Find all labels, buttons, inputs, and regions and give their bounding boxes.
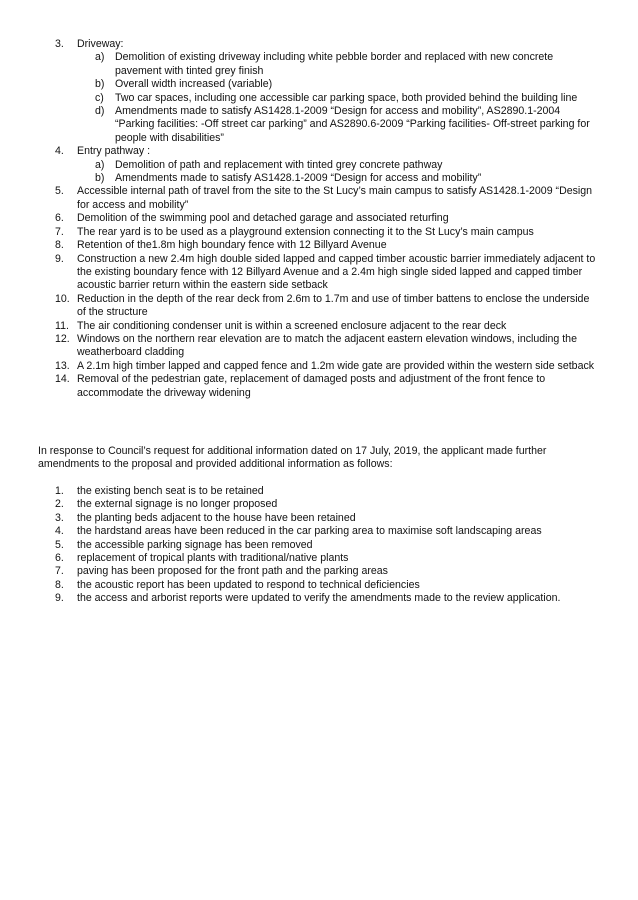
item-text: The rear yard is to be used as a playground extension connecting it to the St Lucy’s main campus	[77, 225, 534, 238]
sub-item-text: Amendments made to satisfy AS1428.1-2009 “Design for access and mobility”, AS2890.1-2004 “Parking facilities: -Off street car parking” and AS2890.6-2009 “Parking facilities- Off-street parking for people with disabilities”	[115, 105, 590, 144]
item-text: Driveway:	[77, 38, 124, 50]
item-text: Entry pathway :	[77, 145, 151, 158]
item-number: 3.	[55, 38, 64, 50]
sub-item-label: a)	[95, 158, 105, 171]
sub-item	[0, 105, 638, 145]
sub-item	[0, 159, 638, 172]
list-item	[0, 320, 638, 333]
list-item	[0, 239, 638, 252]
list-item	[0, 512, 638, 525]
list-item	[0, 38, 638, 51]
list-item	[0, 360, 638, 373]
item-number: 9.	[55, 592, 64, 605]
item-text: Reduction in the depth of the rear deck from 2.6m to 1.7m and use of timber battens to enclose the underside of the structure	[77, 292, 590, 319]
item-number: 5.	[55, 538, 64, 551]
item-number: 1.	[55, 485, 64, 497]
list-item	[0, 498, 638, 511]
item-text: paving has been proposed for the front path and the parking areas	[77, 565, 388, 578]
item-text: the acoustic report has been updated to respond to technical deficiencies	[77, 578, 420, 591]
item-number: 7.	[55, 565, 64, 578]
item-text: replacement of tropical plants with traditional/native plants	[77, 552, 349, 565]
list-item	[0, 145, 638, 158]
item-text: the existing bench seat is to be retained	[77, 485, 264, 497]
list-item	[0, 185, 638, 212]
item-text: A 2.1m high timber lapped and capped fence and 1.2m wide gate are provided within the western side setback	[77, 359, 595, 372]
item-text: Accessible internal path of travel from the site to the St Lucy’s main campus to satisfy AS1428.1-2009 “Design for access and mobility”	[77, 185, 593, 211]
item-number: 12.	[55, 332, 70, 345]
sub-item-label: a)	[95, 51, 105, 64]
list-item	[0, 485, 638, 498]
item-text: Construction a new 2.4m high double sided lapped and capped timber acoustic barrier immediately adjacent to the existing boundary fence with 12 Billyard Avenue and a 2.4m high single sided lapped and capped timber acoustic barrier return within the eastern side setback	[77, 252, 596, 292]
item-number: 5.	[55, 185, 64, 198]
additional-info-list	[0, 485, 638, 606]
item-text: Windows on the northern rear elevation are to match the adjacent eastern elevation windows, including the weatherboard cladding	[77, 332, 577, 359]
item-text: Demolition of the swimming pool and detached garage and associated returfing	[77, 212, 449, 225]
sub-item-text: Overall width increased (variable)	[115, 78, 273, 91]
item-text: Retention of the1.8m high boundary fence with 12 Billyard Avenue	[77, 239, 387, 252]
list-item	[0, 253, 638, 293]
item-text: the external signage is no longer proposed	[77, 498, 278, 511]
list-item	[0, 592, 638, 605]
item-text: the planting beds adjacent to the house have been retained	[77, 511, 356, 524]
sub-item	[0, 51, 638, 78]
sub-item	[0, 92, 638, 105]
list-item	[0, 525, 638, 538]
sub-item-label: b)	[95, 78, 105, 91]
item-number: 10.	[55, 292, 70, 305]
amendments-list	[0, 38, 638, 400]
list-item	[0, 565, 638, 578]
item-text: the hardstand areas have been reduced in the car parking area to maximise soft landscaping areas	[77, 525, 542, 538]
item-number: 3.	[55, 511, 64, 524]
item-text: The air conditioning condenser unit is within a screened enclosure adjacent to the rear deck	[77, 319, 507, 332]
item-text: Removal of the pedestrian gate, replacement of damaged posts and adjustment of the front fence to accommodate the driveway widening	[77, 373, 546, 399]
list-item	[0, 212, 638, 225]
list-item	[0, 373, 638, 400]
list-item	[0, 539, 638, 552]
list-item	[0, 579, 638, 592]
item-number: 9.	[55, 252, 64, 265]
response-paragraph: In response to Council’s request for additional information dated on 17 July, 2019, the applicant made further amendments to the proposal and provided additional information as follows:	[38, 445, 547, 471]
sub-item-label: c)	[95, 91, 104, 104]
item-number: 2.	[55, 498, 64, 511]
sub-item-label: b)	[95, 172, 105, 185]
item-number: 14.	[55, 373, 70, 386]
item-number: 4.	[55, 145, 64, 158]
sub-item-label: d)	[95, 105, 105, 118]
item-number: 4.	[55, 525, 64, 538]
sub-item-text: Amendments made to satisfy AS1428.1-2009 “Design for access and mobility”	[115, 172, 482, 185]
item-number: 8.	[55, 239, 64, 252]
list-item	[0, 333, 638, 360]
item-number: 13.	[55, 359, 70, 372]
item-number: 7.	[55, 225, 64, 238]
sub-item-text: Two car spaces, including one accessible car parking space, both provided behind the building line	[115, 91, 578, 104]
list-item	[0, 226, 638, 239]
sub-item	[0, 172, 638, 185]
item-text: the accessible parking signage has been removed	[77, 538, 313, 551]
item-number: 6.	[55, 552, 64, 565]
sub-item	[0, 78, 638, 91]
item-text: the access and arborist reports were updated to verify the amendments made to the review application.	[77, 592, 561, 605]
sub-item-text: Demolition of path and replacement with tinted grey concrete pathway	[115, 158, 443, 171]
sub-item-text: Demolition of existing driveway including white pebble border and replaced with new concrete pavement with tinted grey finish	[115, 51, 554, 77]
item-number: 11.	[55, 319, 69, 332]
list-item	[0, 552, 638, 565]
list-item	[0, 293, 638, 320]
item-number: 6.	[55, 212, 64, 225]
item-number: 8.	[55, 578, 64, 591]
